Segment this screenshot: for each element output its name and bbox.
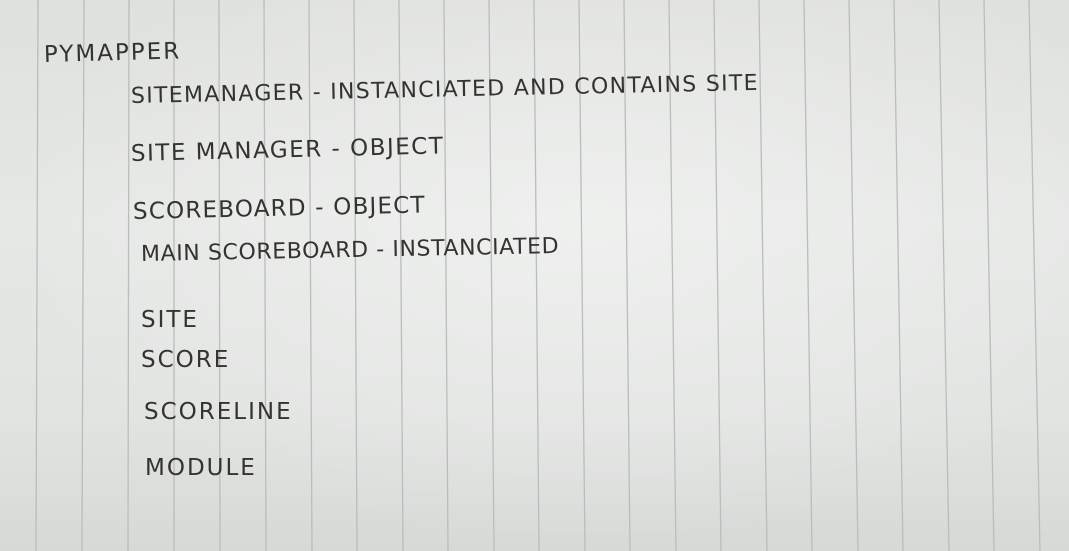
note-line-site: SITE: [141, 307, 199, 333]
notes-title: PYMAPPER: [43, 38, 182, 68]
note-line-scoreboard-object: SCOREBOARD - OBJECT: [132, 192, 427, 225]
note-line-scoreline: SCORELINE: [144, 399, 293, 425]
note-line-sitemanager-instance: SITEMANAGER - INSTANCIATED AND CONTAINS SITE: [130, 70, 760, 109]
note-line-main-scoreboard: MAIN SCOREBOARD - INSTANCIATED: [140, 233, 560, 267]
note-line-sitemanager-object: SITE MANAGER - OBJECT: [130, 133, 445, 167]
note-line-module: MODULE: [145, 455, 257, 481]
note-line-score: SCORE: [141, 347, 231, 373]
